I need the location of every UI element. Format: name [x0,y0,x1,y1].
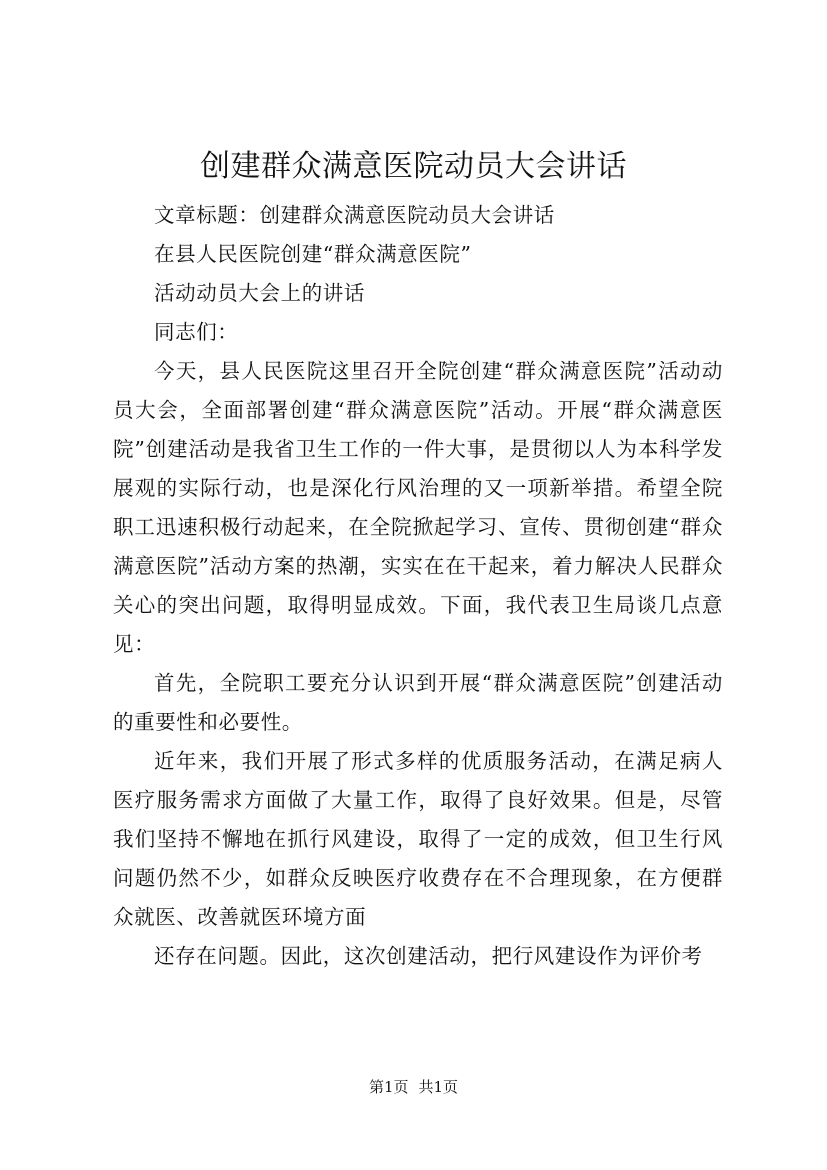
page-footer [0,1077,827,1097]
paragraph-salutation: 同志们： [154,320,239,344]
paragraph-recent-years: 近年来，我们开展了形式多样的优质服务活动，在满足病人医疗服务需求方面做了大量工作，取得了良好效果。但是，尽管我们坚持不懈地在抓行风建设，取得了一定的成效，但卫生行风问题仍然不少，如群众反映医疗收费存在不合理现象，在方便群众就医、改善就医环境方面 [113,749,723,929]
paragraph-first-point: 首先，全院职工要充分认识到开展“群众满意医院”创建活动的重要性和必要性。 [113,671,723,734]
paragraph-subtitle-line-2: 活动动员大会上的讲话 [154,281,365,305]
paragraph-continuation: 还存在问题。因此，这次创建活动，把行风建设作为评价考 [154,944,703,968]
page-total: 共1页 [418,1078,459,1096]
paragraph-article-heading: 文章标题：创建群众满意医院动员大会讲话 [154,203,555,227]
paragraph-opening: 今天，县人民医院这里召开全院创建“群众满意医院”活动动员大会，全面部署创建“群众满意医院”活动。开展“群众满意医院”创建活动是我省卫生工作的一件大事，是贯彻以人为本科学发展观的实际行动，也是深化行风治理的又一项新举措。希望全院职工迅速积极行动起来，在全院掀起学习、宣传、贯彻创建“群众满意医院”活动方案的热潮，实实在在干起来，着力解决人民群众关心的突出问题，取得明显成效。下面，我代表卫生局谈几点意见： [113,359,723,656]
page-number: 第1页 [368,1078,409,1096]
document-body [113,196,723,976]
document-title: 创建群众满意医院动员大会讲话 [200,149,627,184]
paragraph-subtitle-line-1: 在县人民医院创建“群众满意医院” [154,242,472,266]
